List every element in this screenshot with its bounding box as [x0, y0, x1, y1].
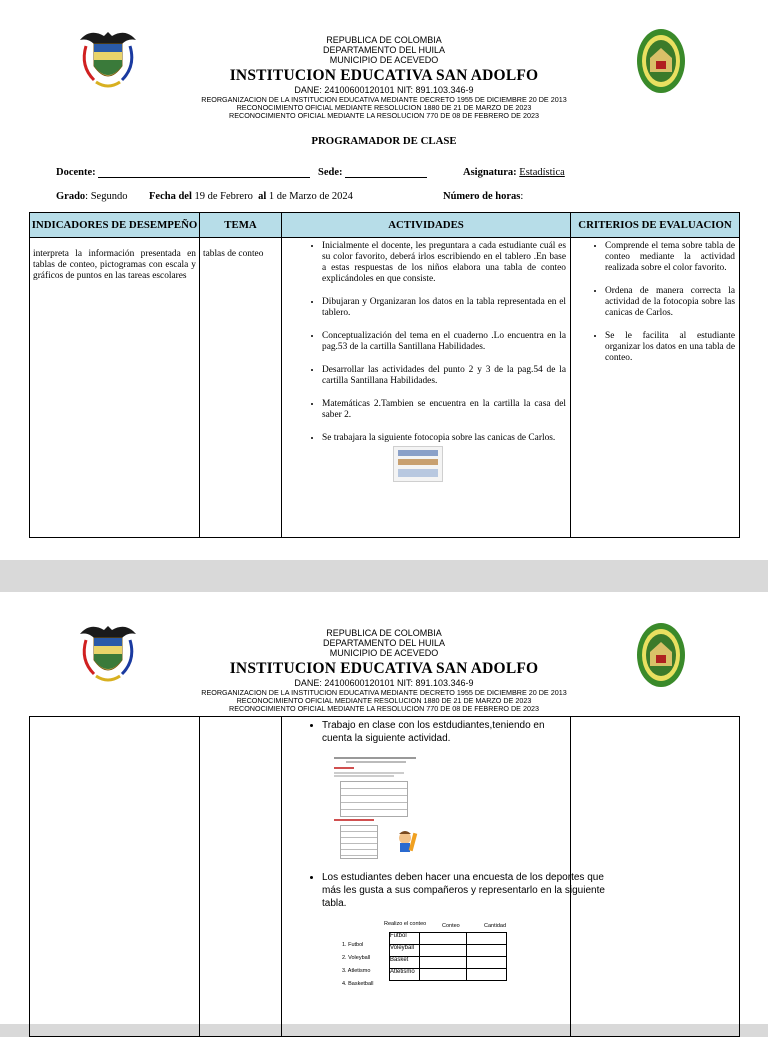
asignatura-value: Estadística [519, 167, 565, 178]
actividad-item: • Los estudiantes deben hacer una encuesta de los deportes que más les gusta a sus compañeros y representarlo en la siguiente tabla. [322, 871, 607, 910]
header-reorganization: REORGANIZACION DE LA INSTITUCION EDUCATIVA MEDIANTE DECRETO 1955 DE DICIEMBRE 20 DE 2013 [201, 688, 567, 697]
fecha-from: 19 de Febrero [194, 191, 253, 202]
tally-sheet [282, 917, 571, 997]
actividad-item: • Trabajo en clase con los estdudiantes,teniendo en cuenta la siguiente actividad. [322, 719, 566, 745]
horas-label: Número de horas [443, 191, 521, 202]
header-reorganization: REORGANIZACION DE LA INSTITUCION EDUCATIVA MEDIANTE DECRETO 1955 DE DICIEMBRE 20 DE 2013 [201, 95, 567, 104]
sede-label: Sede: [318, 167, 343, 178]
grado-field [56, 191, 127, 202]
tally-row [390, 933, 507, 945]
sports-list-item: 4. Basketball [342, 981, 374, 987]
tally-cell [467, 969, 507, 981]
tema-cell [200, 717, 282, 1037]
actividad-item: • Matemáticas 2.Tambien se encuentra en la cartilla la casa del saber 2. [322, 399, 566, 421]
tally-row [390, 945, 507, 957]
fecha-label: Fecha del [149, 191, 192, 202]
header-recognition-1: RECONOCIMIENTO OFICIAL MEDIANTE RESOLUCION 1880 DE 21 DE MARZO DE 2023 [236, 103, 532, 112]
header-municipality: MUNICIPIO DE ACEVEDO [329, 55, 439, 65]
docente-blank [98, 177, 310, 178]
sports-list-item: 3. Atletismo [342, 968, 371, 974]
worksheet-thumbnail [393, 446, 443, 482]
actividad-item: • Se trabajara la siguiente fotocopia sobre las canicas de Carlos. [322, 433, 566, 444]
sports-list [342, 939, 374, 991]
tally-row-label: Atletismo [390, 969, 420, 981]
indicador-text: interpreta la información presentada en tablas de conteo, pictogramas con escala y gráficos de puntos en las tareas escolares [33, 249, 196, 281]
actividad-item: • Dibujaran y Organizaran los datos en la tabla representada en el tablero. [322, 297, 566, 319]
header-recognition-2: RECONOCIMIENTO OFICIAL MEDIANTE LA RESOLUCION 770 DE 08 DE FEBRERO DE 2023 [229, 111, 539, 120]
tally-cell [419, 933, 466, 945]
header-criterios: CRITERIOS DE EVALUACION [571, 213, 740, 238]
tally-table [389, 932, 507, 981]
tally-cell [419, 969, 466, 981]
sports-list-item: 2. Voleyball [342, 955, 371, 961]
tally-row-label: Futbol [390, 933, 420, 945]
header-tema: TEMA [200, 213, 282, 238]
worksheet-image [330, 753, 422, 859]
sede-field [318, 167, 427, 178]
sede-blank [345, 177, 427, 178]
fecha-year: 2024 [331, 191, 353, 202]
institution-name: INSTITUCION EDUCATIVA SAN ADOLFO [229, 660, 539, 677]
tally-cell [467, 957, 507, 969]
header-department: DEPARTAMENTO DEL HUILA [322, 45, 446, 55]
tally-cell [419, 957, 466, 969]
actividad-item: • Desarrollar las actividades del punto 2 y 3 de la pag.54 de la cartilla Santillana Habilidades. [322, 365, 566, 387]
header-municipality: MUNICIPIO DE ACEVEDO [329, 648, 439, 658]
header-department: DEPARTAMENTO DEL HUILA [322, 638, 446, 648]
criterio-item: • Comprende el tema sobre tabla de conteo mediante la actividad realizada sobre el color favorito. [605, 241, 735, 274]
header-dane: DANE: 24100600120101 NIT: 891.103.346-9 [294, 85, 474, 95]
criterio-item: • Se le facilita al estudiante organizar los datos en una tabla de conteo. [605, 331, 735, 364]
actividad-item: • Inicialmente el docente, les preguntara a cada estudiante cuál es su color favorito, deberá irlos escribiendo en el tablero .En base a estas respuestas de los niños elabora una tabla de conteo explicándoles en que consiste. [322, 241, 566, 285]
tally-header-realizo: Realizo el conteo [384, 921, 427, 927]
grado-label: Grado [56, 191, 86, 202]
tally-cell [467, 933, 507, 945]
tally-header-cantidad: Cantidad [484, 923, 507, 929]
tally-row [390, 969, 507, 981]
lesson-plan-table-continued [29, 716, 740, 1037]
header-recognition-1: RECONOCIMIENTO OFICIAL MEDIANTE RESOLUCION 1880 DE 21 DE MARZO DE 2023 [236, 696, 532, 705]
docente-field [56, 167, 310, 178]
actividades-list-2 [282, 871, 611, 910]
criterios-cell [571, 238, 740, 538]
actividades-list [282, 238, 570, 444]
fecha-field [149, 191, 353, 202]
asignatura-label: Asignatura: [463, 167, 517, 178]
criterios-list [571, 238, 739, 364]
fecha-al: al [258, 191, 267, 202]
header-recognition-2: RECONOCIMIENTO OFICIAL MEDIANTE LA RESOLUCION 770 DE 08 DE FEBRERO DE 2023 [229, 704, 539, 713]
actividades-cell [282, 717, 605, 1037]
indicador-cell [30, 717, 200, 1037]
indicador-cell [30, 238, 200, 538]
actividades-cell [282, 238, 571, 538]
tally-row-label: Basket [390, 957, 420, 969]
header-country: REPUBLICA DE COLOMBIA [326, 628, 442, 638]
actividad-item: • Conceptualización del tema en el cuaderno .Lo encuentra en la pag.53 de la cartilla Santillana Habilidades. [322, 331, 566, 353]
institution-name: INSTITUCION EDUCATIVA SAN ADOLFO [229, 67, 539, 84]
asignatura-field [463, 167, 565, 178]
tally-header-conteo: Conteo [442, 923, 460, 929]
pencil-kid-icon [392, 829, 418, 855]
horas-field [443, 191, 523, 202]
sports-list-item: 1. Futbol [342, 942, 364, 948]
tema-text: tablas de conteo [203, 249, 264, 259]
tally-cell [467, 945, 507, 957]
header-dane: DANE: 24100600120101 NIT: 891.103.346-9 [294, 678, 474, 688]
header-country: REPUBLICA DE COLOMBIA [326, 35, 442, 45]
tally-row [390, 957, 507, 969]
lesson-plan-table [29, 212, 740, 538]
document-title: PROGRAMADOR DE CLASE [311, 135, 457, 147]
docente-label: Docente: [56, 167, 96, 178]
tally-row-label: Voleyball [390, 945, 420, 957]
horas-colon: : [520, 191, 524, 202]
header-indicadores: INDICADORES DE DESEMPEÑO [30, 213, 200, 238]
header-actividades: ACTIVIDADES [282, 213, 571, 238]
fecha-to: 1 de Marzo de [268, 191, 330, 202]
page-2 [0, 592, 768, 1024]
criterio-item: • Ordena de manera correcta la actividad de la fotocopia sobre las canicas de Carlos. [605, 286, 735, 319]
tema-cell [200, 238, 282, 538]
actividades-list [282, 717, 570, 745]
grado-value: : Segundo [85, 191, 128, 202]
tally-cell [419, 945, 466, 957]
